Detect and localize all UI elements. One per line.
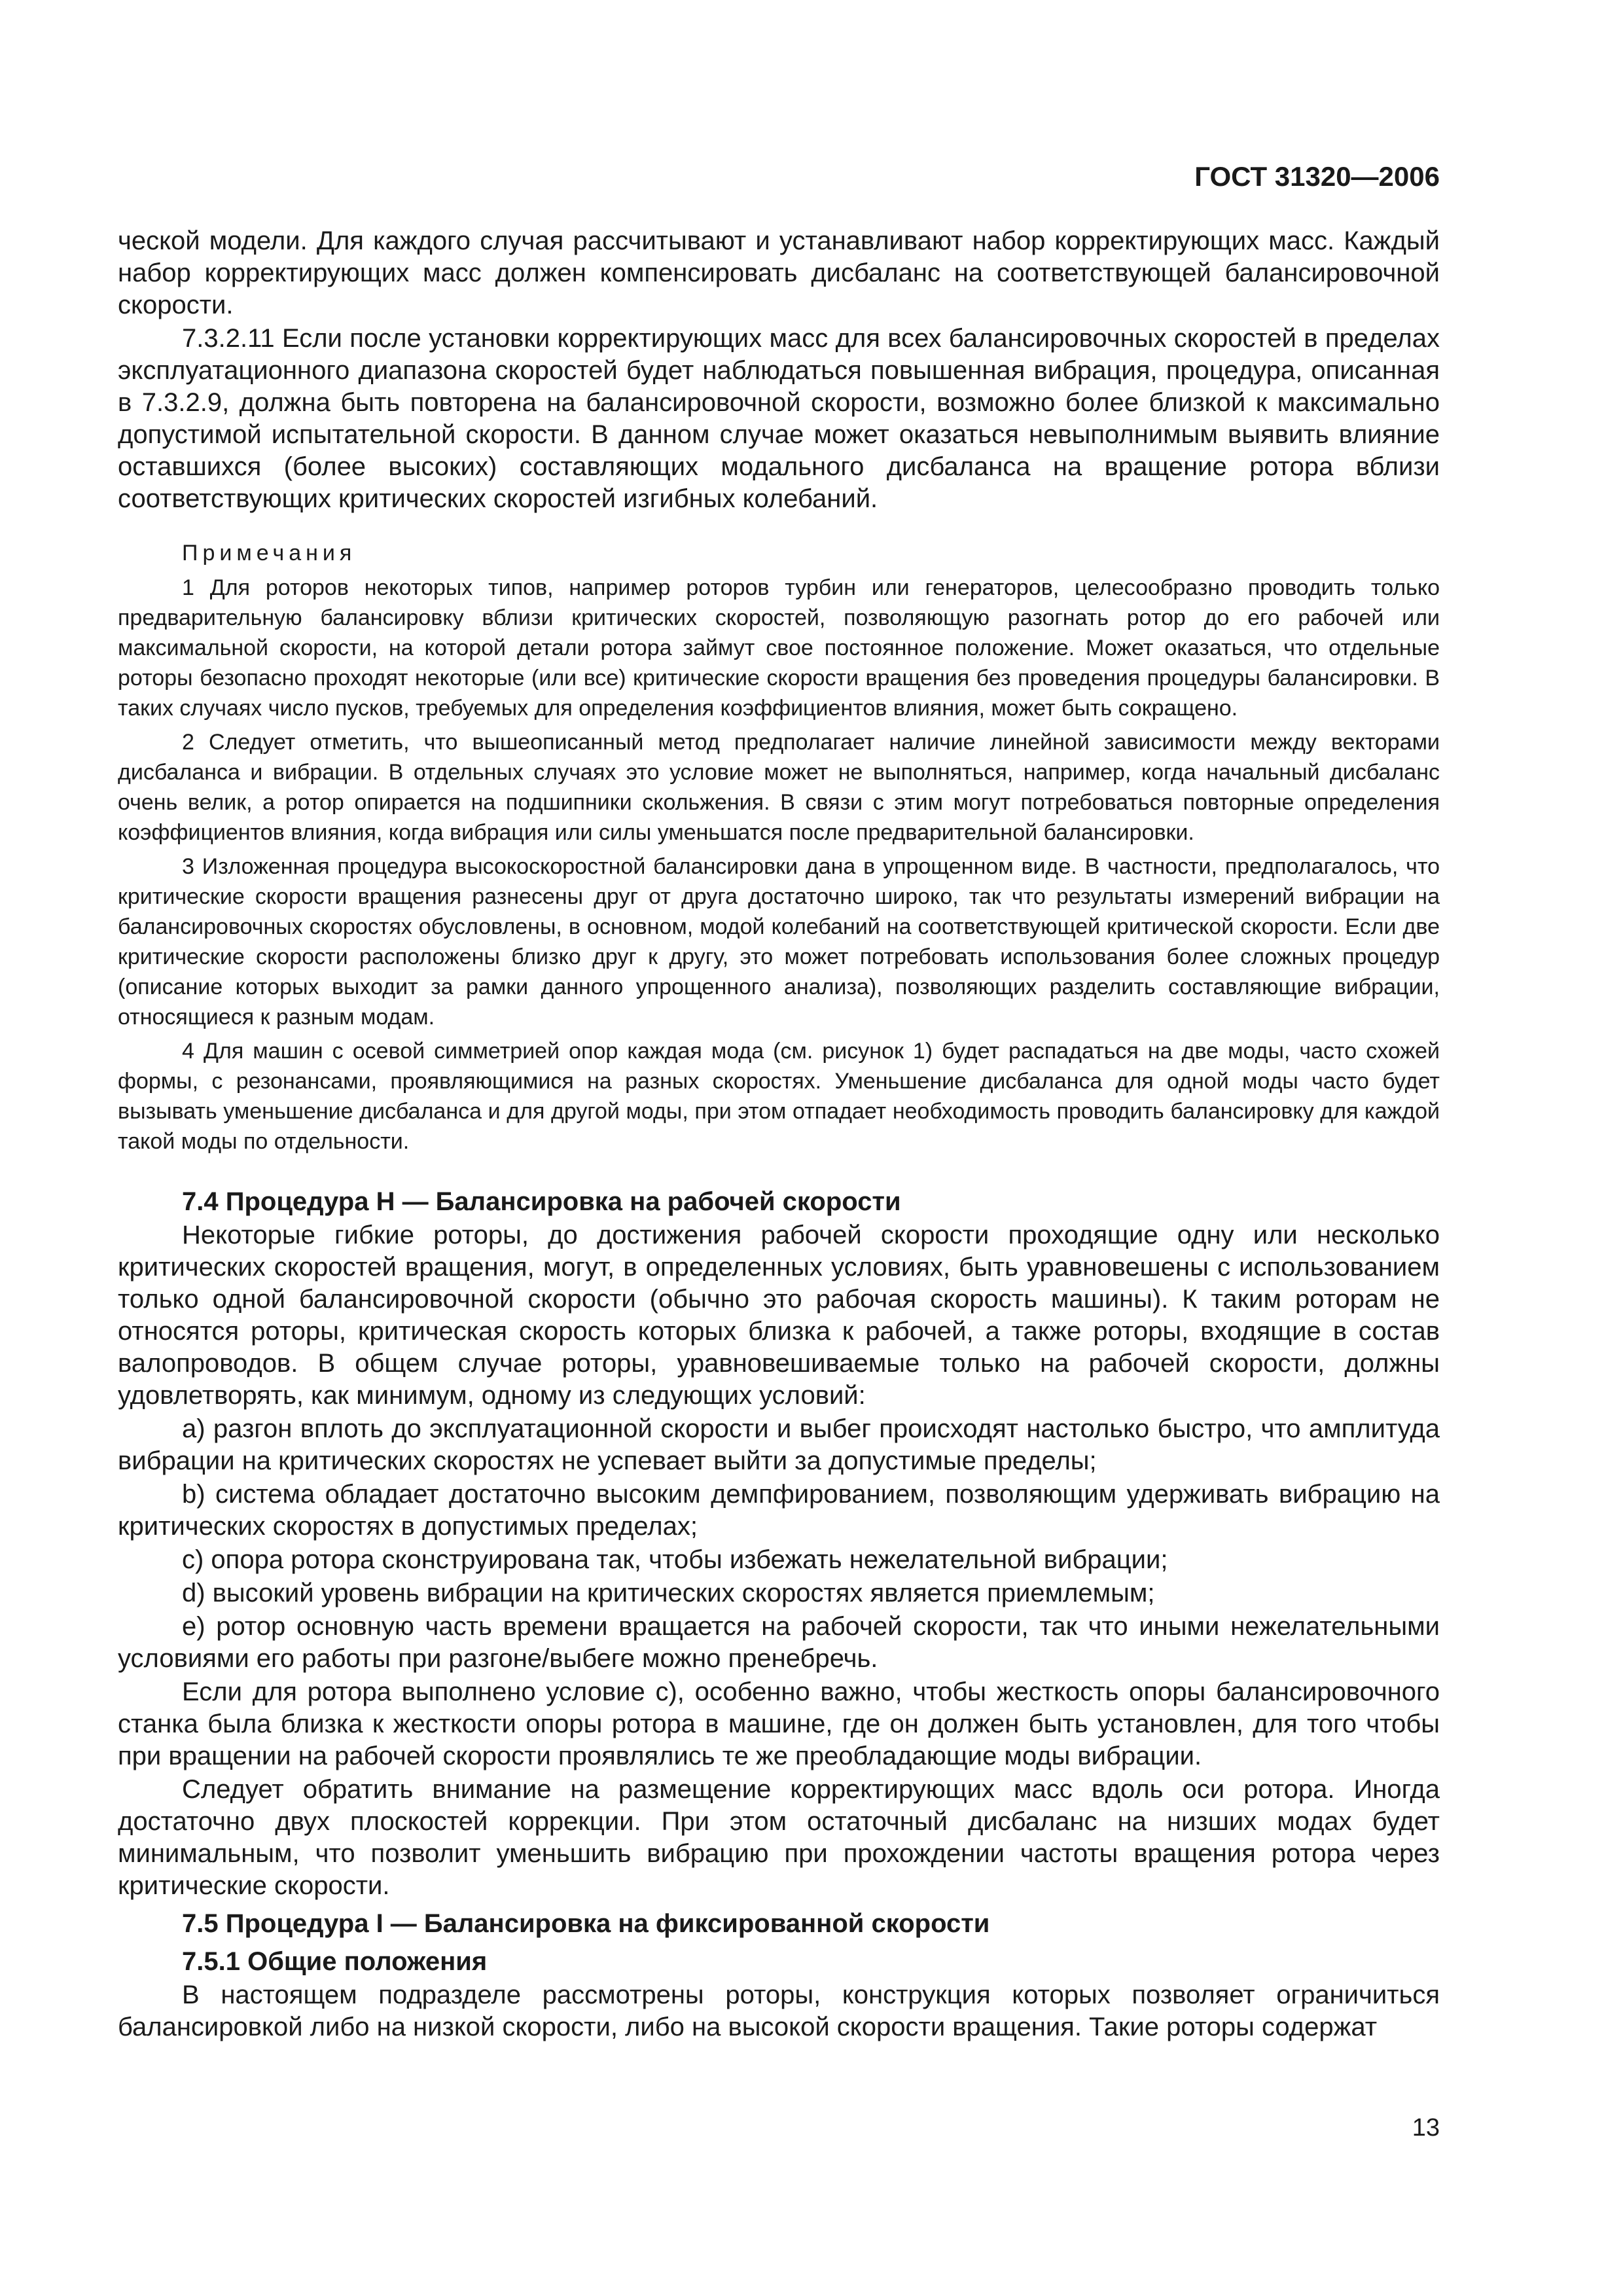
body-paragraph: 7.3.2.11 Если после установки корректирующих масс для всех балансировочных скоростей в пределах эксплуатационного диапазона скоростей будет наблюдаться повышенная вибрация, процедура, описанная в 7.3.2.9, должна быть повторена на балансировочной скорости, возможно более близкой к максимально допустимой испытательной скорости. В данном случае может оказаться невыполнимым выявить влияние оставшихся (более высоких) составляющих модального дисбаланса на вращение ротора вблизи соответствующих критических скоростей изгибных колебаний. <box>118 324 1440 513</box>
condition-item: a) разгон вплоть до эксплуатационной скорости и выбег происходят настолько быстро, что амплитуда вибрации на критических скоростях не успевает выйти за допустимые пределы; <box>118 1414 1440 1475</box>
condition-item: c) опора ротора сконструирована так, чтобы избежать нежелательной вибрации; <box>182 1545 1168 1574</box>
note-item: 4 Для машин с осевой симметрией опор каждая мода (см. рисунок 1) будет распадаться на две моды, часто схожей формы, с резонансами, проявляющимися на разных скоростях. Уменьшение дисбаланса для одной моды часто будет вызывать уменьшение дисбаланса и для другой моды, при этом отпадает необходимость проводить балансировку для каждой такой моды по отдельности. <box>118 1039 1440 1154</box>
note-item: 1 Для роторов некоторых типов, например роторов турбин или генераторов, целесообразно проводить только предварительную балансировку вблизи критических скоростей, позволяющую разогнать ротор до его рабочей или максимальной скорости, на которой детали ротора займут свое постоянное положение. Может оказаться, что отдельные роторы безопасно проходят некоторые (или все) критические скорости вращения без проведения процедуры балансировки. В таких случаях число пусков, требуемых для определения коэффициентов влияния, может быть сокращено. <box>118 575 1440 721</box>
body-paragraph: Если для ротора выполнено условие c), особенно важно, чтобы жесткость опоры балансировочного станка была близка к жесткости опоры ротора в машине, где он должен быть установлен, для того чтобы при вращении на рабочей скорости проявлялись те же преобладающие моды вибрации. <box>118 1677 1440 1770</box>
body-paragraph: Следует обратить внимание на размещение корректирующих масс вдоль оси ротора. Иногда достаточно двух плоскостей коррекции. При этом остаточный дисбаланс на низших модах будет минимальным, что позволит уменьшить вибрацию при прохождении частоты вращения ротора через критические скорости. <box>118 1775 1440 1900</box>
note-item: 3 Изложенная процедура высокоскоростной балансировки дана в упрощенном виде. В частности, предполагалось, что критические скорости вращения разнесены друг от друга достаточно широко, так что результаты измерений вибрации на балансировочных скоростях обусловлены, в основном, модой колебаний на соответствующей критической скорости. Если две критические скорости расположены близко друг к другу, это может потребовать использования более сложных процедур (описание которых выходит за рамки данного упрощенного анализа), позволяющих разделить составляющие вибрации, относящиеся к разным модам. <box>118 854 1440 1030</box>
body-paragraph: В настоящем подразделе рассмотрены роторы, конструкция которых позволяет ограничиться балансировкой либо на низкой скорости, либо на высокой скорости вращения. Такие роторы содержат <box>118 1981 1440 2041</box>
page-number: 13 <box>1412 2114 1440 2142</box>
body-paragraph: Некоторые гибкие роторы, до достижения рабочей скорости проходящие одну или несколько критических скоростей вращения, могут, в определенных условиях, быть уравновешены с использованием только одной балансировочной скорости (обычно это рабочая скорость машины). К таким роторам не относятся роторы, критическая скорость которых близка к рабочей, а также роторы, входящие в состав валопроводов. В общем случае роторы, уравновешиваемые только на рабочей скорости, должны удовлетворять, как минимум, одному из следующих условий: <box>118 1221 1440 1410</box>
notes-title: Примечания <box>182 541 357 565</box>
note-item: 2 Следует отметить, что вышеописанный метод предполагает наличие линейной зависимости между векторами дисбаланса и вибрации. В отдельных случаях это условие может не выполняться, например, когда начальный дисбаланс очень велик, а ротор опирается на подшипники скольжения. В связи с этим могут потребоваться повторные определения коэффициентов влияния, когда вибрация или силы уменьшатся после предварительной балансировки. <box>118 730 1440 845</box>
condition-item: d) высокий уровень вибрации на критических скоростях является приемлемым; <box>182 1579 1155 1607</box>
section-heading-7-5: 7.5 Процедура I — Балансировка на фиксированной скорости <box>182 1909 990 1938</box>
condition-item: e) ротор основную часть времени вращается на рабочей скорости, так что иными нежелательными условиями его работы при разгоне/выбеге можно пренебречь. <box>118 1612 1440 1673</box>
document-page <box>118 157 1440 2043</box>
subsection-heading-7-5-1: 7.5.1 Общие положения <box>182 1947 488 1976</box>
document-id: ГОСТ 31320—2006 <box>1194 161 1440 192</box>
body-paragraph: ческой модели. Для каждого случая рассчитывают и устанавливают набор корректирующих масс. Каждый набор корректирующих масс должен компенсировать дисбаланс на соответствующей балансировочной скорости. <box>118 226 1440 319</box>
section-heading-7-4: 7.4 Процедура H — Балансировка на рабочей скорости <box>182 1187 901 1216</box>
condition-item: b) система обладает достаточно высоким демпфированием, позволяющим удерживать вибрацию на критических скоростях в допустимых пределах; <box>118 1480 1440 1541</box>
